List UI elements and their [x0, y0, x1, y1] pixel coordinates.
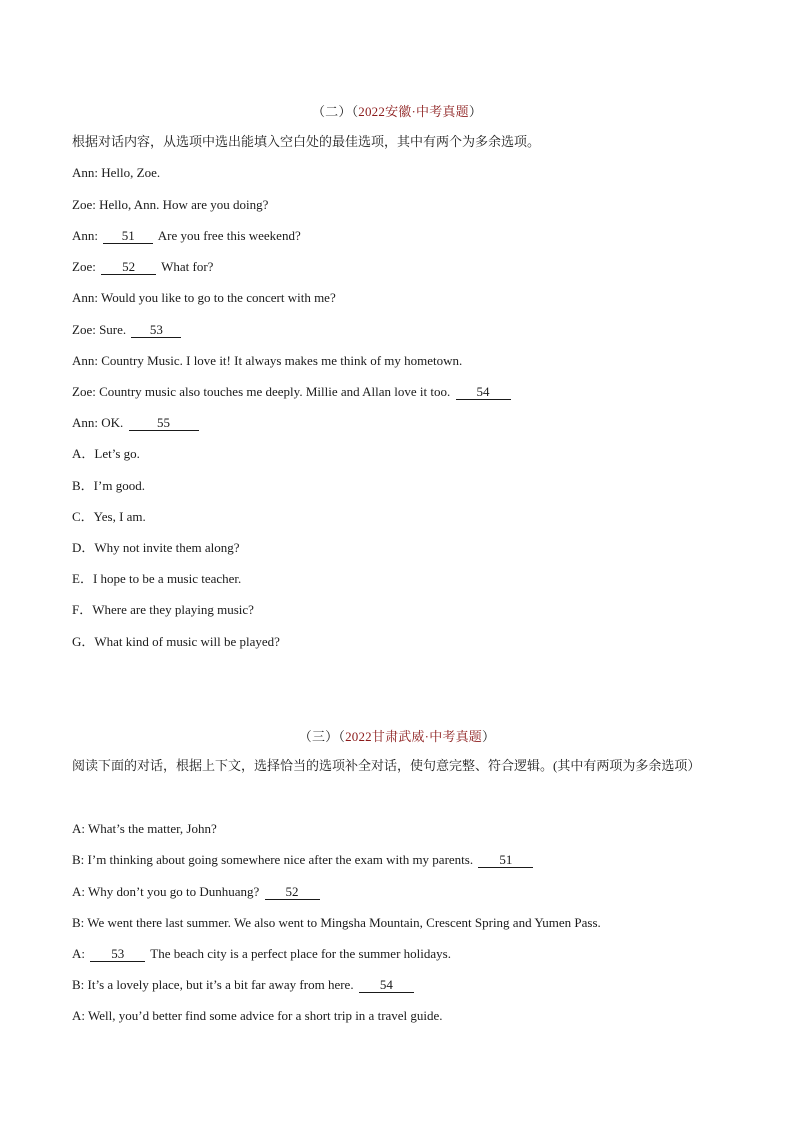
dialogue-text: A: Why don’t you go to Dunhuang?: [72, 884, 263, 899]
dialogue-line: [72, 196, 732, 214]
answer-blank-55[interactable]: 55: [129, 416, 199, 431]
section-2-title-source: 2022安徽·中考真题: [358, 104, 469, 119]
section-3-instruction: 阅读下面的对话，根据上下文，选择恰当的选项补全对话，使句意完整、符合逻辑。(其中有两项为多余选项）: [72, 758, 701, 773]
section-2-title-prefix: （二）（: [311, 104, 359, 119]
dialogue-text: B: I’m thinking about going somewhere nice after the exam with my parents.: [72, 852, 477, 867]
answer-blank-52[interactable]: 52: [101, 260, 156, 275]
dialogue-line: [72, 383, 732, 401]
dialogue-line: [72, 321, 732, 339]
dialogue-line: [72, 352, 732, 370]
section-3-title-suffix: ）: [482, 729, 496, 744]
dialogue-line: [72, 914, 732, 932]
answer-blank-51[interactable]: 51: [103, 229, 153, 244]
option-f: F．Where are they playing music?: [72, 602, 254, 617]
answer-blank-53[interactable]: 53: [131, 323, 181, 338]
option-b: B．I’m good.: [72, 478, 145, 493]
section-3-title: [0, 726, 794, 745]
dialogue-text: B: It’s a lovely place, but it’s a bit far away from here.: [72, 977, 357, 992]
dialogue-line: [72, 289, 732, 307]
dialogue-line: [72, 1007, 732, 1025]
dialogue-text: What for?: [158, 259, 214, 274]
section-3-title-prefix: （三）（: [298, 729, 346, 744]
option-g: G．What kind of music will be played?: [72, 634, 280, 649]
dialogue-line: [72, 976, 732, 994]
dialogue-text: Ann: Would you like to go to the concert with me?: [72, 290, 336, 305]
dialogue-text: A: What’s the matter, John?: [72, 821, 217, 836]
section-3-title-source: 2022甘肃武威·中考真题: [345, 729, 483, 744]
dialogue-text: Ann: Hello, Zoe.: [72, 165, 161, 180]
dialogue-line: [72, 414, 732, 432]
answer-blank-51[interactable]: 51: [478, 853, 533, 868]
option-c: C．Yes, I am.: [72, 509, 146, 524]
dialogue-text: Ann: OK.: [72, 415, 127, 430]
section-2-title-suffix: ）: [468, 104, 483, 119]
dialogue-line: [72, 883, 732, 901]
dialogue-text: B: We went there last summer. We also went to Mingsha Mountain, Crescent Spring and Yumen Pass.: [72, 915, 601, 930]
dialogue-line: [72, 227, 732, 245]
section-2-instruction: 根据对话内容，从选项中选出能填入空白处的最佳选项，其中有两个为多余选项。: [72, 134, 541, 149]
dialogue-line: [72, 945, 732, 963]
answer-blank-54[interactable]: 54: [359, 978, 414, 993]
dialogue-text: Ann: Country Music. I love it! It always makes me think of my hometown.: [72, 353, 463, 368]
dialogue-text: Ann:: [72, 228, 102, 243]
option-a: A．Let’s go.: [72, 446, 140, 461]
dialogue-line: [72, 820, 732, 838]
dialogue-line: [72, 851, 732, 869]
option-e: E．I hope to be a music teacher.: [72, 571, 242, 586]
dialogue-text: The beach city is a perfect place for the summer holidays.: [147, 946, 451, 961]
option-d: D．Why not invite them along?: [72, 540, 240, 555]
dialogue-text: Are you free this weekend?: [155, 228, 301, 243]
answer-blank-53[interactable]: 53: [90, 947, 145, 962]
answer-blank-54[interactable]: 54: [456, 385, 511, 400]
dialogue-text: A: Well, you’d better find some advice for a short trip in a travel guide.: [72, 1008, 443, 1023]
dialogue-text: A:: [72, 946, 89, 961]
section-2-title: [0, 101, 794, 120]
dialogue-text: Zoe: Sure.: [72, 322, 130, 337]
dialogue-line: [72, 164, 732, 182]
dialogue-text: Zoe: Country music also touches me deeply. Millie and Allan love it too.: [72, 384, 454, 399]
dialogue-line: [72, 258, 732, 276]
answer-blank-52[interactable]: 52: [265, 885, 320, 900]
dialogue-text: Zoe:: [72, 259, 100, 274]
dialogue-text: Zoe: Hello, Ann. How are you doing?: [72, 197, 269, 212]
